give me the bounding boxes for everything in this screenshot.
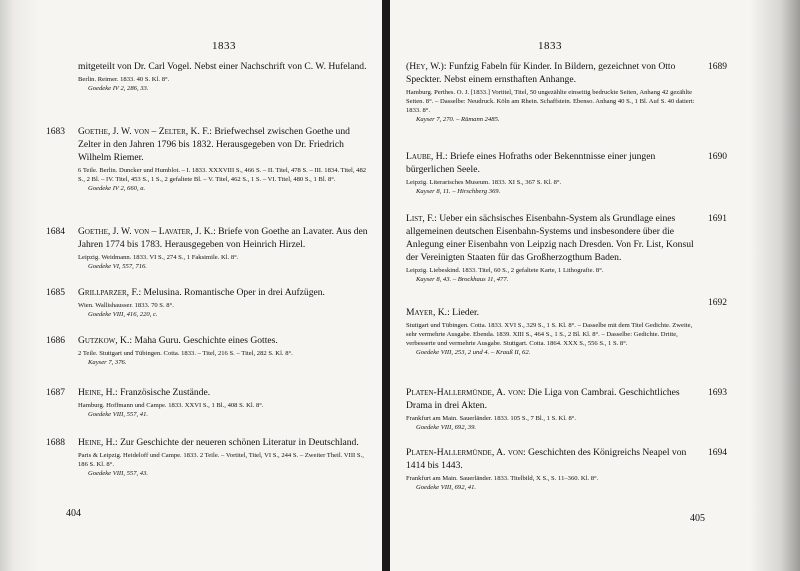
entry-title: Lieder.: [452, 307, 480, 318]
entry-author: (Hey, W.):: [406, 61, 447, 72]
entry-details: Paris & Leipzig. Heideloff und Campe. 1833. 2 Teile. – Vortitel, Titel, VI S., 244 S. – Zweiter Theil. VIII S., 186 S. Kl. 8°.: [78, 452, 364, 468]
running-year: 1833: [538, 40, 562, 52]
entry-1689: [406, 60, 727, 124]
entry-1685: [46, 286, 370, 319]
entry-reference: Goedeke IV 2, 660, a.: [88, 185, 146, 192]
entry-number: 1689: [708, 62, 727, 72]
entry-title: Geschichten des Königreichs Neapel von 1414 bis 1443.: [406, 447, 687, 471]
entry-author: Laube, H.:: [406, 151, 448, 162]
entry-reference: Goedeke VIII, 253, 2 und 4. – Krauß II, 62.: [416, 349, 531, 356]
entry-1687: [46, 386, 370, 419]
book-gutter: [382, 0, 390, 571]
entry-title: Französische Zustände.: [120, 387, 211, 398]
entry-title: Briefwechsel zwischen Goethe und Zelter in den Jahren 1796 bis 1832. Herausgegeben von Dr. Friedrich Wilhelm Riemer.: [78, 126, 350, 163]
entry-author: Grillparzer, F.:: [78, 287, 142, 298]
entry-title: Ueber ein sächsisches Eisenbahn-System als Grundlage eines allgemeinen deutschen Eisenbahn-Systems und insbesondere über die Anlegung einer Eisenbahn von Leipzig nach Dresden. Von Fr. List, Konsul der Vereinigten Staaten für das Großherzogthum Baden.: [406, 213, 694, 263]
right-page: [390, 0, 800, 571]
entry-1686: [46, 334, 370, 367]
entry-details: Leipzig. Literarisches Museum. 1833. XI S., 367 S. Kl. 8°.: [406, 179, 562, 186]
entry-author: Mayer, K.:: [406, 307, 450, 318]
entry-title: Melusina. Romantische Oper in drei Aufzügen.: [143, 287, 325, 298]
entry-details: 6 Teile. Berlin. Duncker und Humblot. – I. 1833. XXXVIII S., 466 S. – II. Titel, 478 S. – III. 1834. Titel, 482 S., 2 Bl. – IV. Titel, 453 S., 1 S., 2 gefaltete Bl. – V. Titel, 462 S., 1 S. – VI. Titel, 480 S., 1 Bl. 8°.: [78, 167, 367, 183]
entry-reference: Kayser 7, 270. – Rümann 2485.: [416, 116, 500, 123]
entry-number: 1694: [708, 448, 727, 458]
entry-details: Leipzig. Weidmann. 1833. VI S., 274 S., 1 Faksimile. Kl. 8°.: [78, 254, 239, 261]
entry-number: 1690: [708, 152, 727, 162]
entry-details: Frankfurt am Main. Sauerländer. 1833. 105 S., 7 Bl., 1 S. Kl. 8°.: [406, 415, 577, 422]
entry-number: 1687: [46, 388, 65, 398]
entry-reference: Goedeke IV 2, 286, 33.: [88, 85, 149, 92]
entry-details: Hamburg. Perthes. O. J. [1833.] Vortitel, Titel, 50 ungezählte einseitig bedruckte Seiten, Anhang 42 gezählte Seiten. 8°. – Dasselbe: Neudruck. Köln am Rhein. Schaffstein. Ebenso. Anhang 40 S., 1 Bl. Auf S. 40 datiert: 1833. 8°.: [406, 89, 695, 114]
entry-1694: [406, 446, 727, 492]
entry-continuation: [78, 60, 368, 93]
entry-author: Platen-Hallermünde, A. von:: [406, 387, 526, 398]
entry-details: Wien. Wallishausser. 1833. 70 S. 8°.: [78, 302, 174, 309]
entry-author: Goethe, J. W. von – Zelter, K. F.:: [78, 126, 212, 137]
entry-1691: [406, 212, 727, 284]
entry-title: Funfzig Fabeln für Kinder. In Bildern, gezeichnet von Otto Speckter. Nebst einem ernsthaften Anhange.: [406, 61, 676, 85]
entry-reference: Goedeke VIII, 692, 39.: [416, 424, 477, 431]
entry-1683: [46, 125, 370, 193]
entry-reference: Goedeke VI, 557, 716.: [88, 263, 147, 270]
entry-details: Stuttgart und Tübingen. Cotta. 1833. XVI S., 329 S., 1 S. Kl. 8°. – Dasselbe mit dem Titel Gedichte. Zweite, sehr vermehrte Ausgabe. Ebenda. 1839. XIII S., 464 S., 1 S., 2 Bl. Kl. 8°. – Dasselbe: Gedichte. Dritte, verbesserte und vermehrte Ausgabe. Stuttgart. Cotta. 1864. XXX S., 556 S., 1 S. 8°.: [406, 322, 693, 347]
entry-author: Heine, H.:: [78, 387, 118, 398]
entry-author: Platen-Hallermünde, A. von:: [406, 447, 526, 458]
page-number: 405: [690, 513, 705, 524]
entry-heading: mitgeteilt von Dr. Carl Vogel. Nebst einer Nachschrift von C. W. Hufeland.: [78, 61, 367, 72]
entry-title: Briefe von Goethe an Lavater. Aus den Jahren 1774 bis 1783. Herausgegeben von Heinrich Hirzel.: [78, 226, 368, 250]
entry-title: Maha Guru. Geschichte eines Gottes.: [134, 335, 278, 346]
entry-reference: Goedeke VIII, 557, 43.: [88, 470, 149, 477]
entry-title: Briefe eines Hofraths oder Bekenntnisse einer jungen bürgerlichen Seele.: [406, 151, 656, 175]
entry-author: List, F.:: [406, 213, 437, 224]
entry-1684: [46, 225, 370, 271]
entry-author: Gutzkow, K.:: [78, 335, 133, 346]
entry-number: 1685: [46, 288, 65, 298]
entry-1693: [406, 386, 727, 432]
entry-number: 1684: [46, 227, 65, 237]
entry-title: Zur Geschichte der neueren schönen Literatur in Deutschland.: [120, 437, 359, 448]
entry-number: 1691: [708, 214, 727, 224]
entry-1688: [46, 436, 370, 478]
entry-author: Goethe, J. W. von – Lavater, J. K.:: [78, 226, 216, 237]
entry-reference: Goedeke VIII, 557, 41.: [88, 411, 149, 418]
entry-details: Berlin. Reimer. 1833. 40 S. Kl. 8°.: [78, 76, 170, 83]
entry-title: Die Liga von Cambrai. Geschichtliches Drama in drei Akten.: [406, 387, 680, 411]
running-year: 1833: [212, 40, 236, 52]
entry-number: 1688: [46, 438, 65, 448]
entry-reference: Kayser 8, 11. – Hirschberg 369.: [416, 188, 501, 195]
entry-author: Heine, H.:: [78, 437, 118, 448]
entry-number: 1692: [708, 298, 727, 308]
entry-number: 1683: [46, 127, 65, 137]
left-page: [0, 0, 382, 571]
entry-details: Frankfurt am Main. Sauerländer. 1833. Titelbild, X S., S. 11–360. Kl. 8°.: [406, 475, 599, 482]
entry-1690: [406, 150, 727, 196]
entry-reference: Goedeke VIII, 416, 220, c.: [88, 311, 158, 318]
entry-details: Hamburg. Hoffmann und Campe. 1833. XXVI S., 1 Bl., 408 S. Kl. 8°.: [78, 402, 264, 409]
page-number: 404: [66, 508, 81, 519]
entry-1692: [406, 298, 727, 357]
entry-number: 1693: [708, 388, 727, 398]
entry-reference: Goedeke VIII, 692, 41.: [416, 484, 477, 491]
entry-reference: Kayser 7, 376.: [88, 359, 127, 366]
entry-details: 2 Teile. Stuttgart und Tübingen. Cotta. 1833. – Titel, 216 S. – Titel, 282 S. Kl. 8°.: [78, 350, 293, 357]
entry-details: Leipzig. Liebeskind. 1833. Titel, 60 S., 2 gefaltete Karte, 1 Lithografie. 8°.: [406, 267, 604, 274]
entry-number: 1686: [46, 336, 65, 346]
entry-reference: Kayser 8, 43. – Brockhaus 11, 477.: [416, 276, 509, 283]
